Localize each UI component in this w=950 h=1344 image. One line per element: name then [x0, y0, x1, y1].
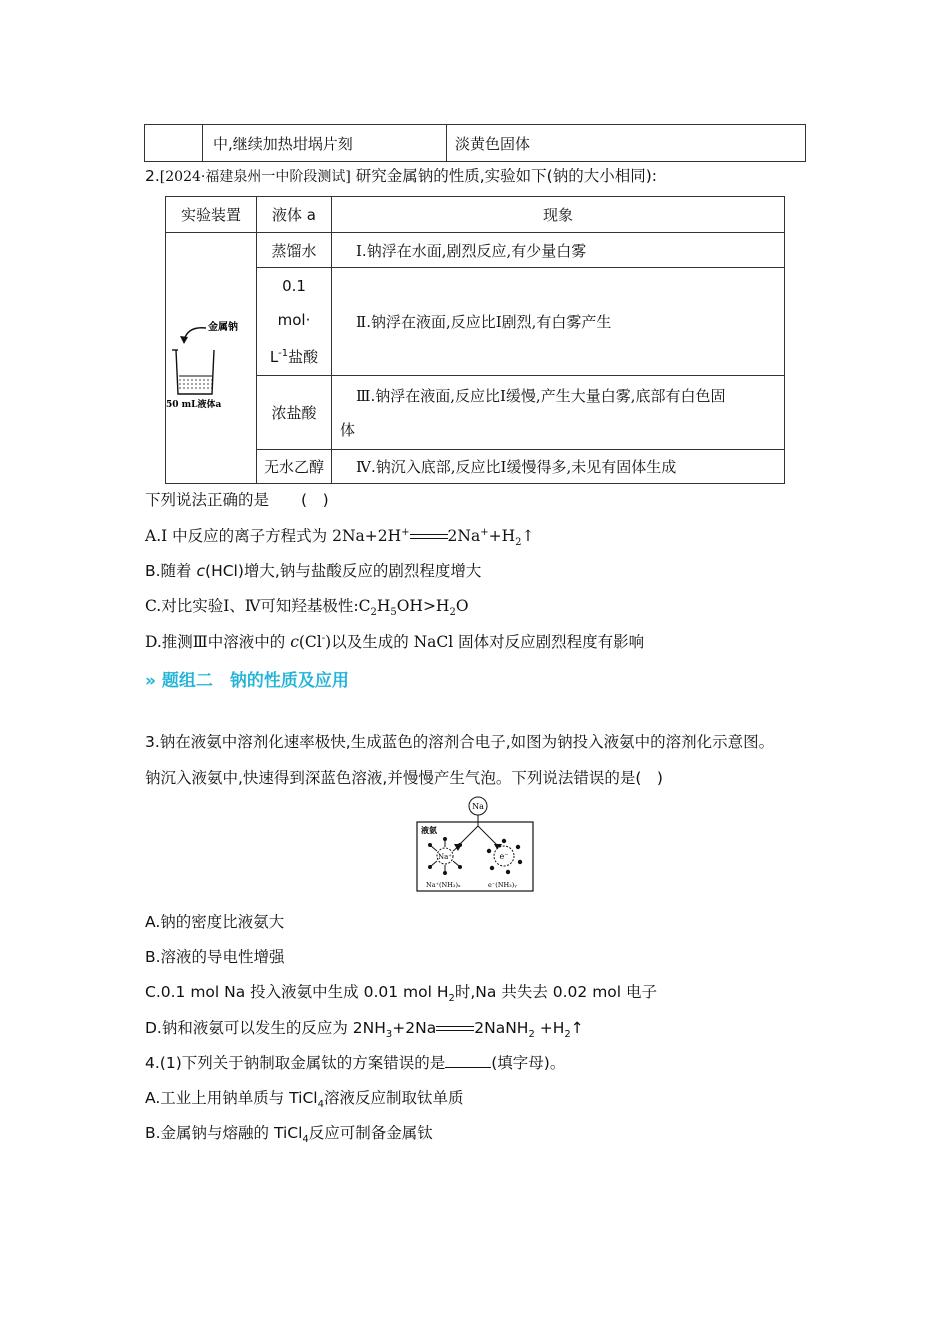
solvated-electron-icon [487, 839, 522, 874]
q2-liquid-2-line1: 0.1 [282, 277, 306, 295]
q4-answer-blank[interactable] [445, 1053, 491, 1068]
q2-liquid-4: 无水乙醇 [257, 450, 332, 484]
q2-option-a: A.Ⅰ 中反应的离子方程式为 2Na+2H+ $2Na^++H_2↑$ [145, 526, 535, 549]
q2-header-liquid: 液体 a [257, 197, 332, 233]
q2-liquid-2-line2: mol· [277, 311, 311, 329]
q2-option-d: D.推测Ⅲ中溶液中的 c(Cl-)以及生成的 NaCl 固体对反应剧烈程度有影响 [145, 632, 645, 651]
q2-option-c: C.对比实验Ⅰ、Ⅳ可知羟基极性$:C_2H_5OH>H_2O$ [145, 597, 469, 619]
q2-phenomenon-2: Ⅱ.钠浮在液面,反应比Ⅰ剧烈,有白雾产生 [332, 268, 785, 376]
section-title: 题组二 钠的性质及应用 [161, 671, 349, 691]
top-table [144, 124, 806, 162]
equation-equals-sign [436, 1024, 474, 1034]
q3-option-a: A.钠的密度比液氨大 [145, 913, 285, 931]
electron-caption: e⁻(NH₃)ᵧ [488, 881, 517, 889]
q4-stem: 4.(1)下列关于钠制取金属钛的方案错误的是 (填字母)。 [145, 1054, 566, 1072]
q2-phenomenon-4: Ⅳ.钠沉入底部,反应比Ⅰ缓慢得多,未见有固体生成 [332, 450, 785, 484]
q2-liquid-2-line3: $L^{-1}$盐酸 [269, 348, 319, 366]
q3-stem-line2: 钠沉入液氨中,快速得到深蓝色溶液,并慢慢产生气泡。下列说法错误的是( ) [145, 769, 663, 787]
q2-phenomenon-3 [332, 376, 785, 450]
q2-header-apparatus: 实验装置 [166, 197, 257, 233]
q2-table [165, 196, 785, 484]
q2-stem [145, 164, 657, 186]
section-chevron-icon: » [145, 671, 156, 691]
q2-header-phenomenon: 现象 [332, 197, 785, 233]
q3-answer-paren: ( ) [635, 769, 663, 787]
q2-apparatus-cell [166, 233, 257, 484]
na-plus-caption: Na⁺(NH₃)ₓ [426, 881, 461, 889]
q2-phenomenon-3-line1: Ⅲ.钠浮在液面,反应比Ⅰ缓慢,产生大量白雾,底部有白色固 [356, 386, 726, 405]
svg-text:Na⁺: Na⁺ [438, 853, 452, 861]
q2-number: 2. [145, 167, 160, 185]
q3-option-c: C.0.1 mol Na 投入液氨中生成 0.01 mol $H_2$时,Na 共失去 0.02 mol 电子 [145, 983, 658, 1005]
top-table-cell-1 [145, 125, 203, 162]
q2-prompt: 下列说法正确的是 ( ) [145, 491, 329, 509]
top-table-cell-2: 中,继续加热坩埚片刻 [203, 125, 447, 162]
q2-liquid-2 [257, 268, 332, 376]
na-atom-label: Na [472, 802, 484, 811]
solvation-diagram [414, 796, 536, 894]
top-table-cell-3: 淡黄色固体 [447, 125, 806, 162]
q4-option-b: B.金属钠与熔融的 TiCl$_4$反应可制备金属钛 [145, 1124, 433, 1146]
q2-source: [2024·福建泉州一中阶段测试] [159, 169, 351, 185]
q2-phenomenon-1: Ⅰ.钠浮在水面,剧烈反应,有少量白雾 [332, 233, 785, 268]
q2-answer-paren: ( ) [301, 491, 329, 509]
na-plus-solvated-icon [428, 837, 462, 875]
q3-option-d: D.钠和液氨可以发生的反应为 $2NH_3+2Na$ 2NaNH$_2$ $+H_2↑$ [145, 1019, 584, 1041]
equation-equals-sign [410, 532, 448, 542]
q4-option-a: A.工业上用钠单质与 TiCl$_4$溶液反应制取钛单质 [145, 1089, 464, 1111]
section-header [145, 666, 349, 691]
q2-stem-text: 研究金属钠的性质,实验如下(钠的大小相同): [350, 167, 657, 185]
q3-option-b: B.溶液的导电性增强 [145, 948, 285, 966]
q2-phenomenon-3-line2: 体 [340, 420, 356, 439]
q2-option-b: B.随着 c(HCl)增大,钠与盐酸反应的剧烈程度增大 [145, 562, 482, 580]
beaker-label: 50 mL液体a [166, 400, 222, 410]
q3-stem-line1: 3.钠在液氨中溶剂化速率极快,生成蓝色的溶剂合电子,如图为钠投入液氨中的溶剂化示意图。 [145, 733, 775, 751]
sodium-label: 金属钠 [208, 322, 238, 333]
q2-liquid-3: 浓盐酸 [257, 376, 332, 450]
svg-text:e⁻: e⁻ [499, 852, 509, 861]
liquid-ammonia-label: 液氨 [421, 825, 437, 835]
beaker-diagram [166, 296, 254, 416]
q2-liquid-1: 蒸馏水 [257, 233, 332, 268]
